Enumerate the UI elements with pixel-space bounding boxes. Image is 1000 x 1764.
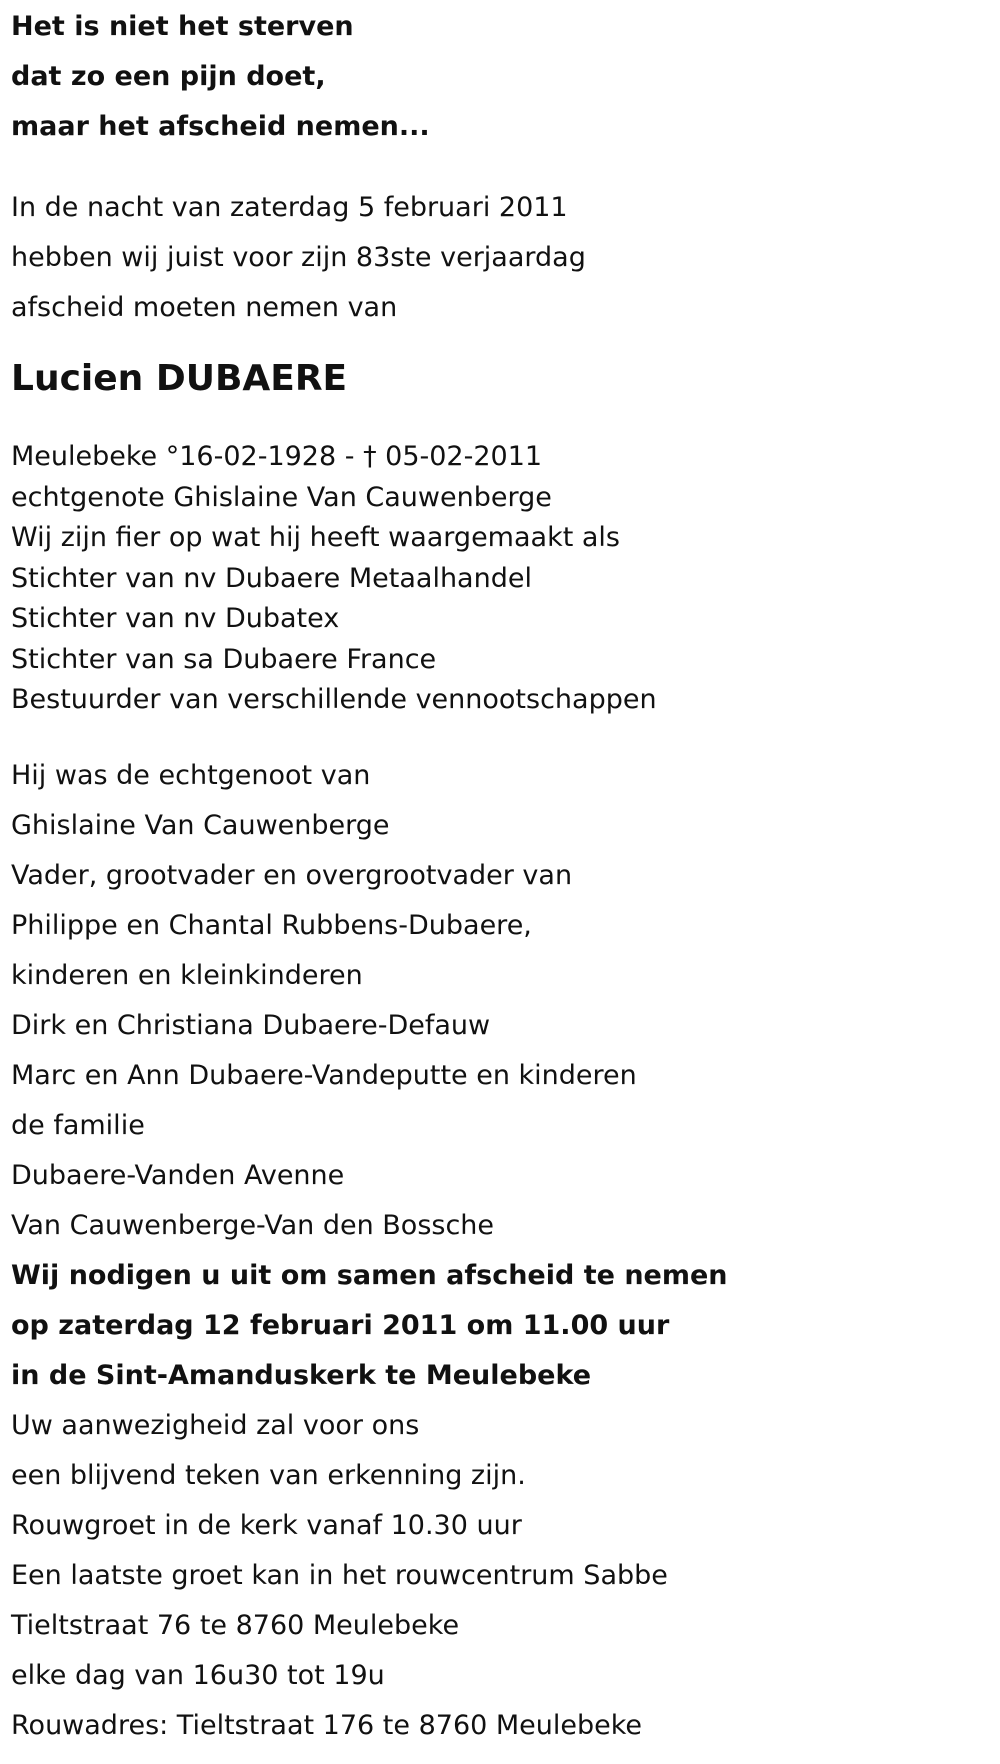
family-line: Vader, grootvader en overgrootvader van xyxy=(11,859,573,891)
intro-line: afscheid moeten nemen van xyxy=(11,292,398,323)
detail-line: echtgenote Ghislaine Van Cauwenberge xyxy=(11,481,552,513)
detail-line: Bestuurder van verschillende vennootschappen xyxy=(11,684,657,716)
closing-line: elke dag van 16u30 tot 19u xyxy=(11,1659,385,1691)
deceased-name: Lucien DUBAERE xyxy=(11,358,348,399)
verse-line: maar het afscheid nemen... xyxy=(11,111,430,142)
obituary-notice xyxy=(11,0,971,1751)
family-line: Dirk en Christiana Dubaere-Defauw xyxy=(11,1009,491,1041)
intro-line: hebben wij juist voor zijn 83ste verjaardag xyxy=(11,242,586,273)
family-line: Dubaere-Vanden Avenne xyxy=(11,1159,345,1191)
detail-line: Stichter van sa Dubaere France xyxy=(11,643,437,675)
detail-line: Stichter van nv Dubatex xyxy=(11,603,340,635)
detail-line: Meulebeke °16-02-1928 - † 05-02-2011 xyxy=(11,441,543,473)
closing-line: Een laatste groet kan in het rouwcentrum Sabbe xyxy=(11,1559,668,1591)
mourning-address: Rouwadres: Tieltstraat 176 te 8760 Meulebeke xyxy=(11,1709,643,1741)
life-details xyxy=(11,437,971,721)
verse-line: Het is niet het sterven xyxy=(11,11,354,42)
invitation-line: in de Sint-Amanduskerk te Meulebeke xyxy=(11,1359,592,1391)
invitation-line: Wij nodigen u uit om samen afscheid te nemen xyxy=(11,1259,728,1291)
family-line: Marc en Ann Dubaere-Vandeputte en kinderen xyxy=(11,1059,637,1091)
closing-line: Uw aanwezigheid zal voor ons xyxy=(11,1409,420,1441)
detail-line: Stichter van nv Dubaere Metaalhandel xyxy=(11,562,532,594)
family-line: Hij was de echtgenoot van xyxy=(11,759,371,791)
invitation-line: op zaterdag 12 februari 2011 om 11.00 uur xyxy=(11,1309,670,1341)
verse-line: dat zo een pijn doet, xyxy=(11,61,326,92)
intro-line: In de nacht van zaterdag 5 februari 2011 xyxy=(11,192,568,223)
family-line: de familie xyxy=(11,1109,145,1141)
detail-line: Wij zijn fier op wat hij heeft waargemaakt als xyxy=(11,522,620,554)
closing-information xyxy=(11,1401,971,1751)
family-line: Philippe en Chantal Rubbens-Dubaere, xyxy=(11,909,532,941)
family-line: Ghislaine Van Cauwenberge xyxy=(11,809,390,841)
opening-verse xyxy=(11,2,971,152)
family-line: Van Cauwenberge-Van den Bossche xyxy=(11,1209,495,1241)
funeral-invitation xyxy=(11,1251,971,1401)
closing-line: Tieltstraat 76 te 8760 Meulebeke xyxy=(11,1609,460,1641)
intro-paragraph xyxy=(11,183,971,333)
family-line: kinderen en kleinkinderen xyxy=(11,959,363,991)
closing-line: een blijvend teken van erkenning zijn. xyxy=(11,1459,526,1491)
family-list xyxy=(11,751,971,1251)
closing-line: Rouwgroet in de kerk vanaf 10.30 uur xyxy=(11,1509,522,1541)
